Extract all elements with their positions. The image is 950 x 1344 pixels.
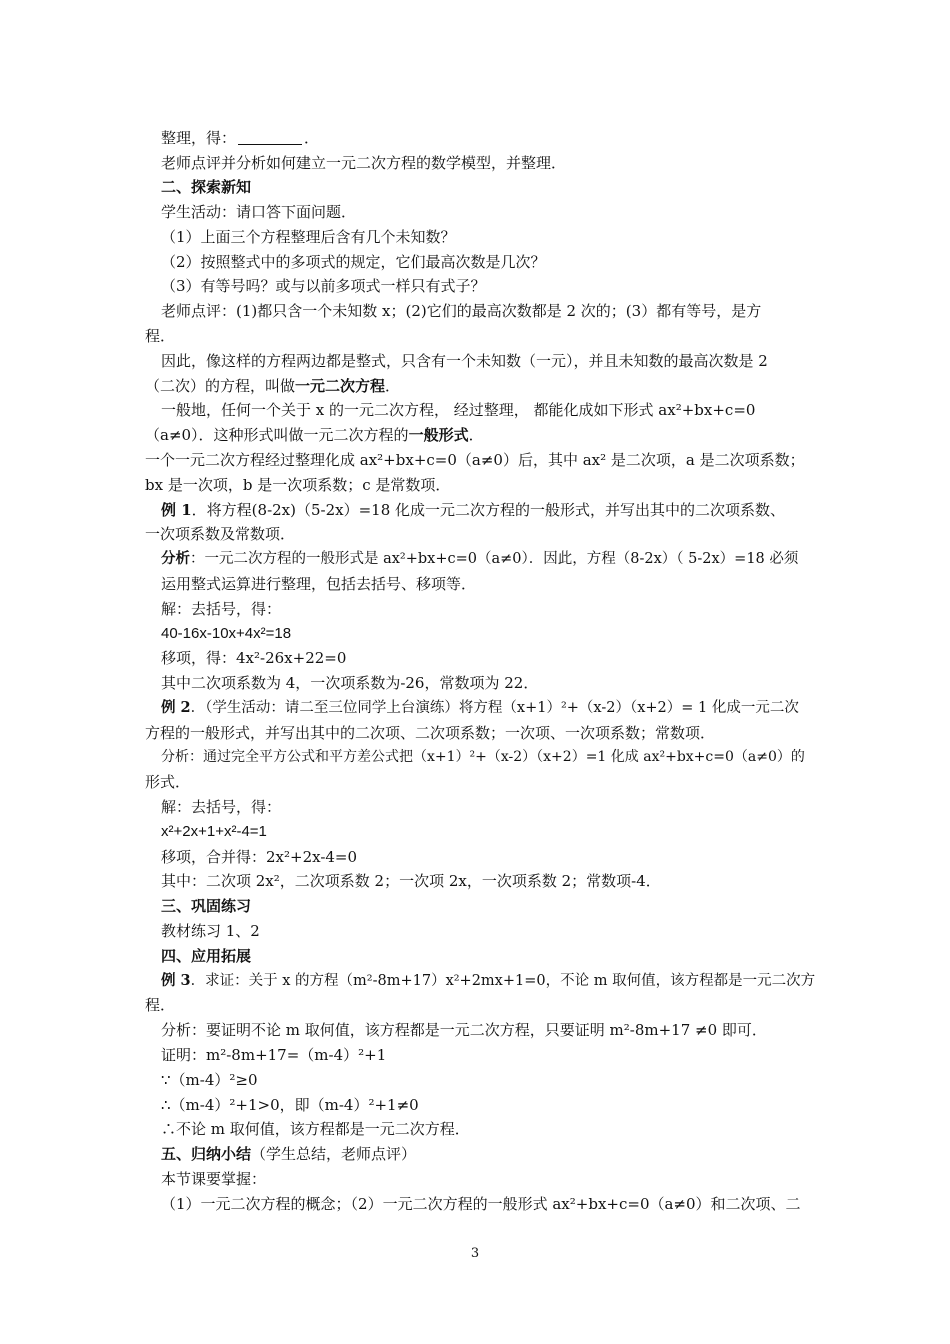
- line-27: 形式．: [145, 773, 191, 791]
- term-bold: 一元二次方程: [295, 377, 386, 395]
- line-31: 其中：二次项 2x²，二次项系数 2；一次项 2x，一次项系数 2；常数项-4．: [161, 872, 661, 890]
- line-26: 分析：通过完全平方公式和平方差公式把（x+1）²+（x-2）（x+2）=1 化成 ax²+bx+c=0（a≠0）的: [161, 749, 805, 765]
- line-12: 一般地，任何一个关于 x 的一元二次方程， 经过整理， 都能化成如下形式 ax²+bx+c=0: [161, 401, 756, 419]
- line-8: 老师点评：(1)都只含一个未知数 x；(2)它们的最高次数都是 2 次的；(3）都有等号，是方: [161, 302, 762, 320]
- example-1: 例 1．将方程(8-2x)（5-2x）=18 化成一元二次方程的一般形式，并写出其中的二次项系数、: [161, 501, 786, 519]
- line-30: 移项，合并得：2x²+2x-4=0: [161, 848, 358, 866]
- line-4: 学生活动：请口答下面问题．: [161, 203, 357, 221]
- line-25: 方程的一般形式，并写出其中的二次项、二次项系数；一次项、一次项系数；常数项．: [145, 724, 716, 742]
- line-44: （1）一元二次方程的概念；（2）一元二次方程的一般形式 ax²+bx+c=0（a≠0）和二次项、二: [161, 1195, 801, 1213]
- page-number: 3: [470, 1246, 480, 1261]
- line-1: 整理，得： ．: [161, 129, 320, 147]
- line-6: （2）按照整式中的多项式的规定，它们最高次数是几次？: [161, 253, 546, 271]
- line-13: （a≠0）．这种形式叫做一元二次方程的一般形式．: [145, 426, 484, 444]
- example-3: 例 3．求证：关于 x 的方程（m²-8m+17）x²+2mx+1=0，不论 m 取何值，该方程都是一元二次方: [161, 972, 816, 989]
- line-2: 老师点评并分析如何建立一元二次方程的数学模型，并整理．: [161, 154, 567, 172]
- line-37: 分析：要证明不论 m 取何值，该方程都是一元二次方程，只要证明 m²-8m+17 ≠0 即可．: [161, 1021, 767, 1039]
- line-23: 其中二次项系数为 4，一次项系数为-26，常数项为 22．: [161, 674, 539, 692]
- analysis-1: 分析：一元二次方程的一般形式是 ax²+bx+c=0（a≠0）．因此，方程（8-2x）（ 5-2x）=18 必须: [161, 550, 799, 567]
- section-heading-5: 五、归纳小结（学生总结，老师点评）: [161, 1145, 417, 1163]
- line-19: 运用整式运算进行整理，包括去括号、移项等．: [161, 575, 477, 593]
- line-11: （二次）的方程，叫做一元二次方程．: [145, 377, 401, 395]
- line-7: （3）有等号吗？或与以前多项式一样只有式子？: [161, 277, 486, 295]
- term-bold: 一般形式: [408, 426, 469, 444]
- section-heading-3: 三、巩固练习: [161, 897, 252, 915]
- section-heading-4: 四、应用拓展: [161, 947, 252, 965]
- line-10: 因此，像这样的方程两边都是整式，只含有一个未知数（一元），并且未知数的最高次数是 2: [161, 352, 768, 370]
- equation-2: x²+2x+1+x²-4=1: [161, 823, 267, 840]
- line-39: ∵（m-4）²≥0: [161, 1071, 258, 1089]
- example-2: 例 2．（学生活动：请二至三位同学上台演练）将方程（x+1）²+（x-2）（x+2）= 1 化成一元二次: [161, 699, 799, 716]
- line-40: ∴（m-4）²+1>0，即（m-4）²+1≠0: [161, 1096, 419, 1114]
- section-heading-2: 二、探索新知: [161, 178, 252, 196]
- line-33: 教材练习 1、2: [161, 922, 260, 940]
- line-22: 移项，得：4x²-26x+22=0: [161, 649, 347, 667]
- line-5: （1）上面三个方程整理后含有几个未知数？: [161, 228, 456, 246]
- line-28: 解：去括号，得：: [161, 798, 282, 816]
- equation-1: 40-16x-10x+4x²=18: [161, 625, 292, 642]
- line-15: bx 是一次项，b 是一次项系数；c 是常数项．: [145, 476, 451, 494]
- line-20: 解：去括号，得：: [161, 600, 282, 618]
- line-14: 一个一元二次方程经过整理化成 ax²+bx+c=0（a≠0）后，其中 ax² 是二次项，a 是二次项系数；: [145, 451, 805, 469]
- line-36: 程．: [145, 996, 176, 1014]
- line-38: 证明：m²-8m+17=（m-4）²+1: [161, 1046, 387, 1064]
- answer-blank: [238, 130, 302, 145]
- line-17: 一次项系数及常数项．: [145, 525, 296, 543]
- line-9: 程．: [145, 327, 176, 345]
- line-41: ∴不论 m 取何值，该方程都是一元二次方程．: [161, 1120, 470, 1138]
- line-43: 本节课要掌握：: [161, 1170, 267, 1188]
